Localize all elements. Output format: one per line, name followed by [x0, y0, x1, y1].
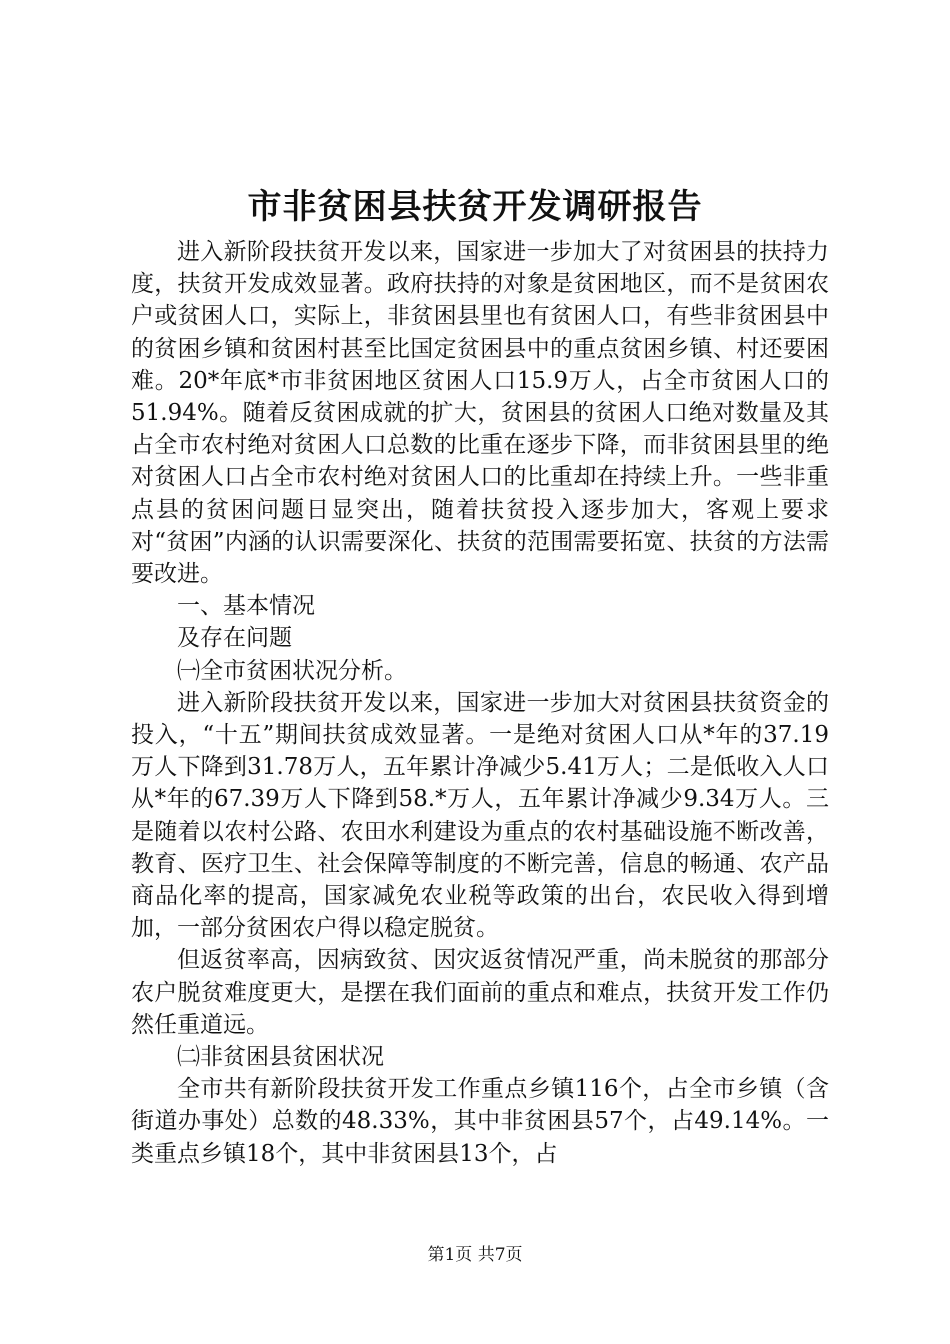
page-footer: 第1页 共7页 [427, 1245, 523, 1265]
key-townships-paragraph: 全市共有新阶段扶贫开发工作重点乡镇116个，占全市乡镇（含街道办事处）总数的48.33%，其中非贫困县57个，占49.14%。一类重点乡镇18个，其中非贫困县13个，占 [131, 1076, 829, 1167]
subsection-heading-non-poor-counties: ㈡非贫困县贫困状况 [177, 1044, 384, 1071]
section-heading-basic-situation: 一、基本情况 [177, 593, 315, 620]
section-heading-problems: 及存在问题 [177, 625, 292, 652]
subsection-heading-city-poverty: ㈠全市贫困状况分析。 [177, 657, 407, 684]
document-title: 市非贫困县扶贫开发调研报告 [247, 187, 703, 227]
document-body [131, 236, 829, 1170]
intro-paragraph: 进入新阶段扶贫开发以来，国家进一步加大了对贫困县的扶持力度，扶贫开发成效显著。政府扶持的对象是贫困地区，而不是贫困农户或贫困人口，实际上，非贫困县里也有贫困人口，有些非贫困县中的贫困乡镇和贫困村甚至比国定贫困县中的重点贫困乡镇、村还要困难。20*年底*市非贫困地区贫困人口15.9万人，占全市贫困人口的51.94%。随着反贫困成就的扩大，贫困县的贫困人口绝对数量及其占全市农村绝对贫困人口总数的比重在逐步下降，而非贫困县里的绝对贫困人口占全市农村绝对贫困人口的比重却在持续上升。一些非重点县的贫困问题日显突出，随着扶贫投入逐步加大，客观上要求对“贫困”内涵的认识需要深化、扶贫的范围需要拓宽、扶贫的方法需要改进。 [131, 239, 829, 588]
city-poverty-paragraph: 进入新阶段扶贫开发以来，国家进一步加大对贫困县扶贫资金的投入，“十五”期间扶贫成效显著。一是绝对贫困人口从*年的37.19万人下降到31.78万人，五年累计净减少5.41万人；二是低收入人口从*年的67.39万人下降到58.*万人，五年累计净减少9.34万人。三是随着以农村公路、农田水利建设为重点的农村基础设施不断改善，教育、医疗卫生、社会保障等制度的不断完善，信息的畅通、农产品商品化率的提高，国家减免农业税等政策的出台，农民收入得到增加，一部分贫困农户得以稳定脱贫。 [131, 689, 829, 942]
return-poverty-paragraph: 但返贫率高，因病致贫、因灾返贫情况严重，尚未脱贫的那部分农户脱贫难度更大，是摆在我们面前的重点和难点，扶贫开发工作仍然任重道远。 [131, 947, 829, 1038]
